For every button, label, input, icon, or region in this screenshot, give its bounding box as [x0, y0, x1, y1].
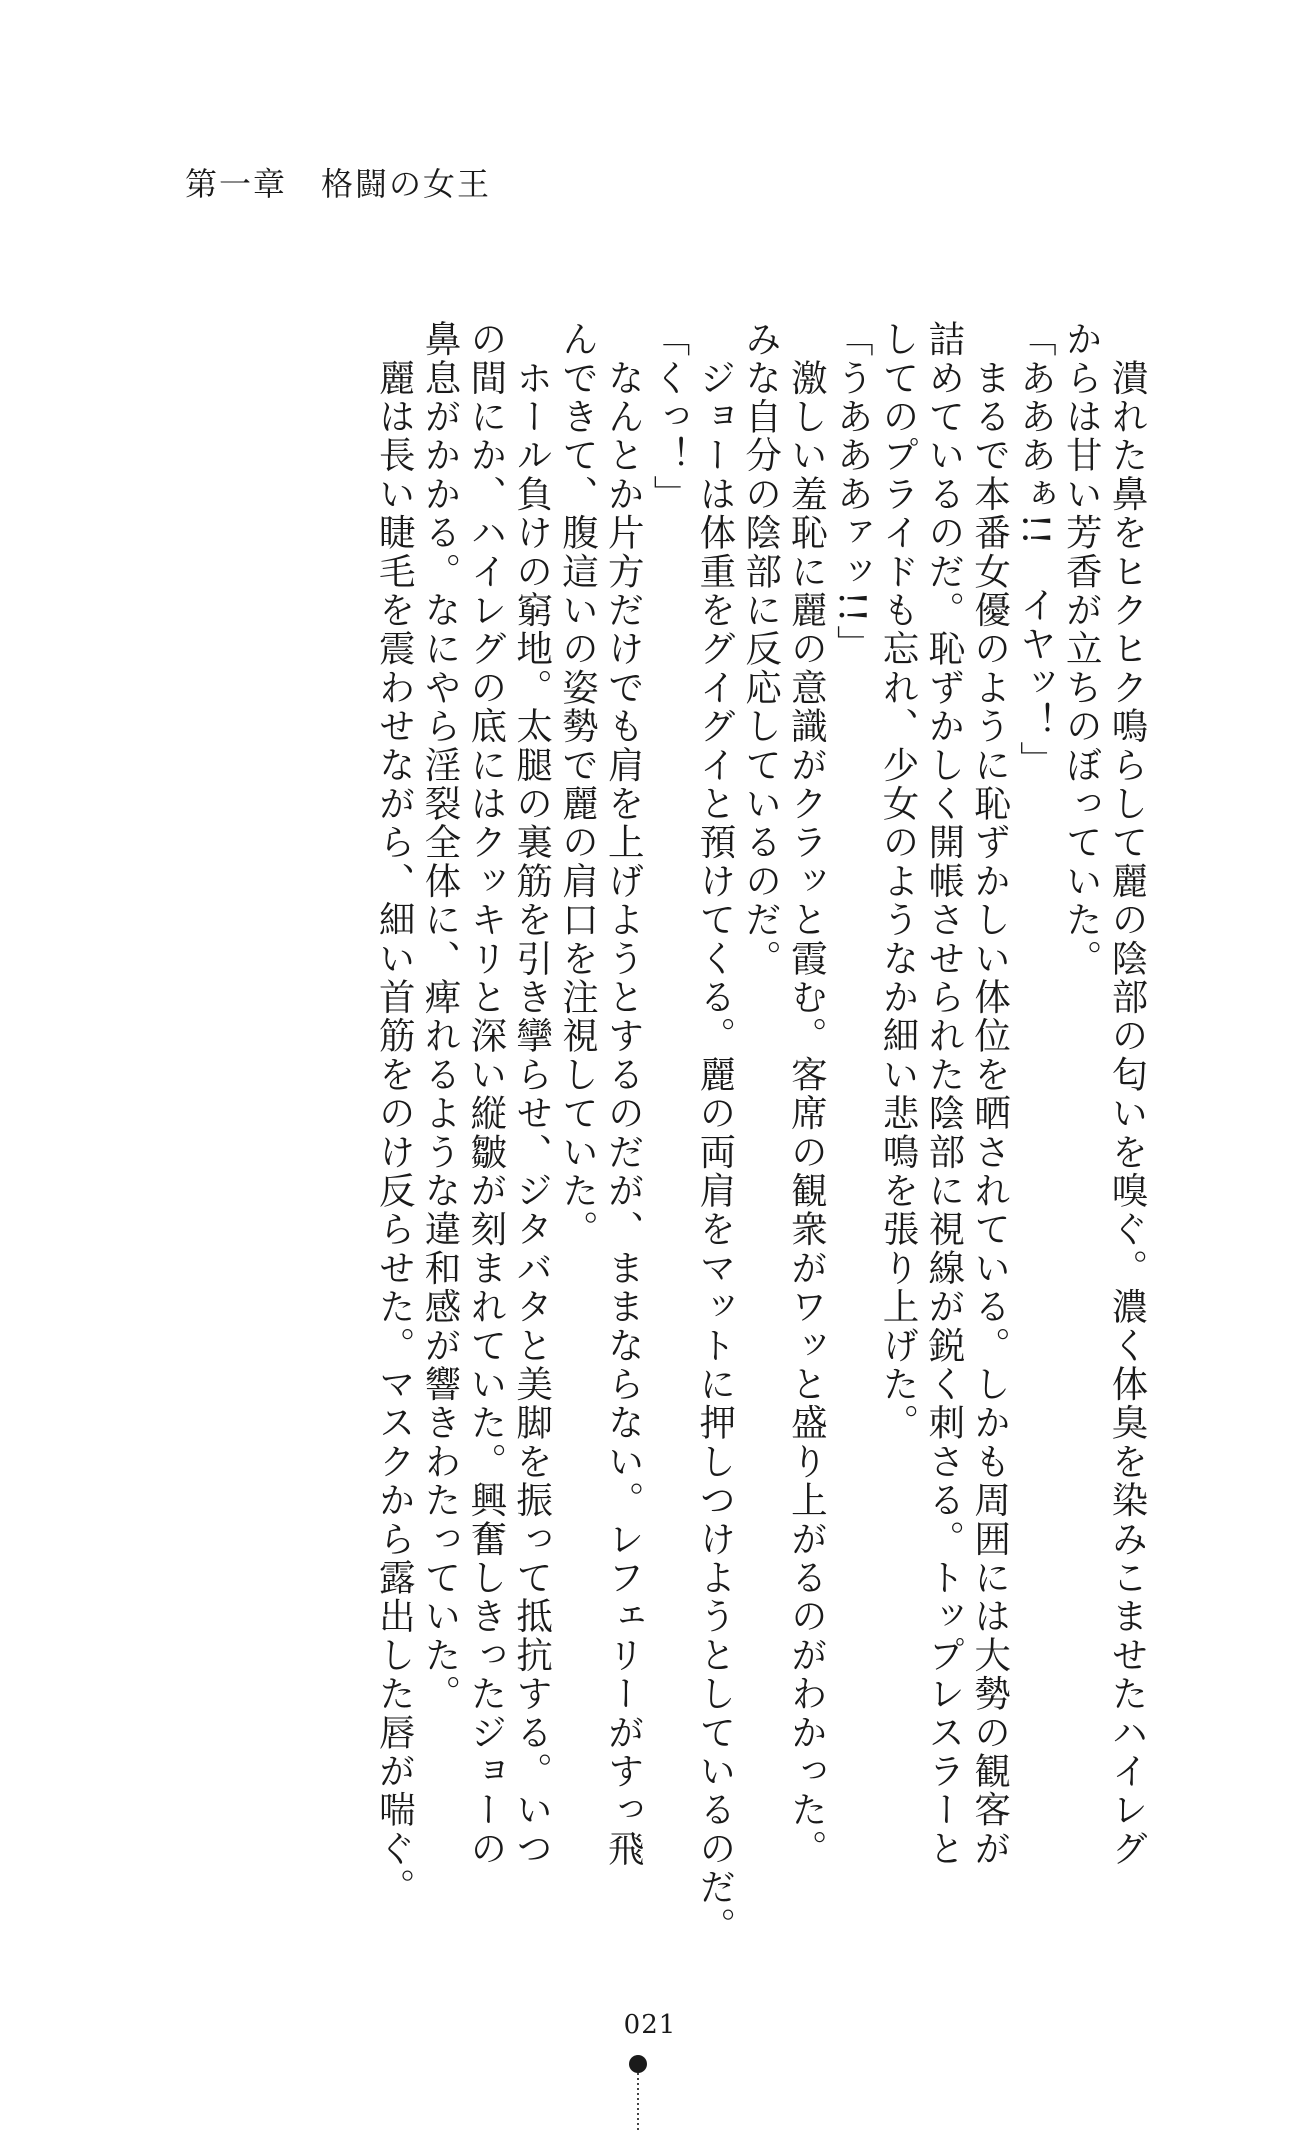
page-marker-dot-icon [629, 2055, 647, 2073]
text-line: 鼻息がかかる。なにやら淫裂全体に、痺れるような違和感が響きわたっていた。 [419, 320, 463, 1714]
body-text [371, 320, 1150, 1946]
page-footer [0, 2010, 1300, 2040]
text-line: ホール負けの窮地。太腿の裏筋を引き攣らせ、ジタバタと美脚を振って抵抗する。いつ [510, 320, 554, 1868]
text-line: 「あああぁ!! イヤッ！」 [1014, 320, 1058, 780]
text-line: なんとか片方だけでも肩を上げようとするのだが、ままならない。レフェリーがすっ飛 [602, 320, 646, 1868]
page-marker-line [637, 2073, 639, 2133]
text-line: まるで本番女優のように恥ずかしい体位を晒されている。しかも周囲には大勢の観客が [968, 320, 1012, 1868]
text-line: してのプライドも忘れ、少女のようなか細い悲鳴を張り上げた。 [877, 320, 921, 1443]
text-line: 麗は長い睫毛を震わせながら、細い首筋をのけ反らせた。マスクから露出した唇が喘ぐ。 [373, 320, 417, 1907]
text-line: んできて、腹這いの姿勢で麗の肩口を注視していた。 [556, 320, 600, 1249]
text-line: みな自分の陰部に反応しているのだ。 [739, 320, 783, 978]
text-line: 潰れた鼻をヒクヒク鳴らして麗の陰部の匂いを嗅ぐ。濃く体臭を染みこませたハイレグ [1106, 320, 1149, 1868]
text-line: の間にか、ハイレグの底にはクッキリと深い縦皺が刻まれていた。興奮しきったジョーの [464, 320, 508, 1868]
text-line: 激しい羞恥に麗の意識がクラッと霞む。客席の観衆がワッと盛り上がるのがわかった。 [785, 320, 829, 1868]
chapter-title: 第一章 格闘の女王 [185, 165, 492, 203]
text-line: からは甘い芳香が立ちのぼっていた。 [1060, 320, 1104, 978]
text-line: 「うあああァッ!!」 [831, 320, 875, 664]
text-line: ジョーは体重をグイグイと預けてくる。麗の両肩をマットに押しつけようとしているのだ。 [693, 320, 737, 1946]
text-line: 「くっ！」 [648, 320, 692, 514]
text-line: 詰めているのだ。恥ずかしく開帳させられた陰部に視線が鋭く刺さる。トップレスラーと [922, 320, 966, 1868]
page-number: 021 [623, 2010, 677, 2040]
